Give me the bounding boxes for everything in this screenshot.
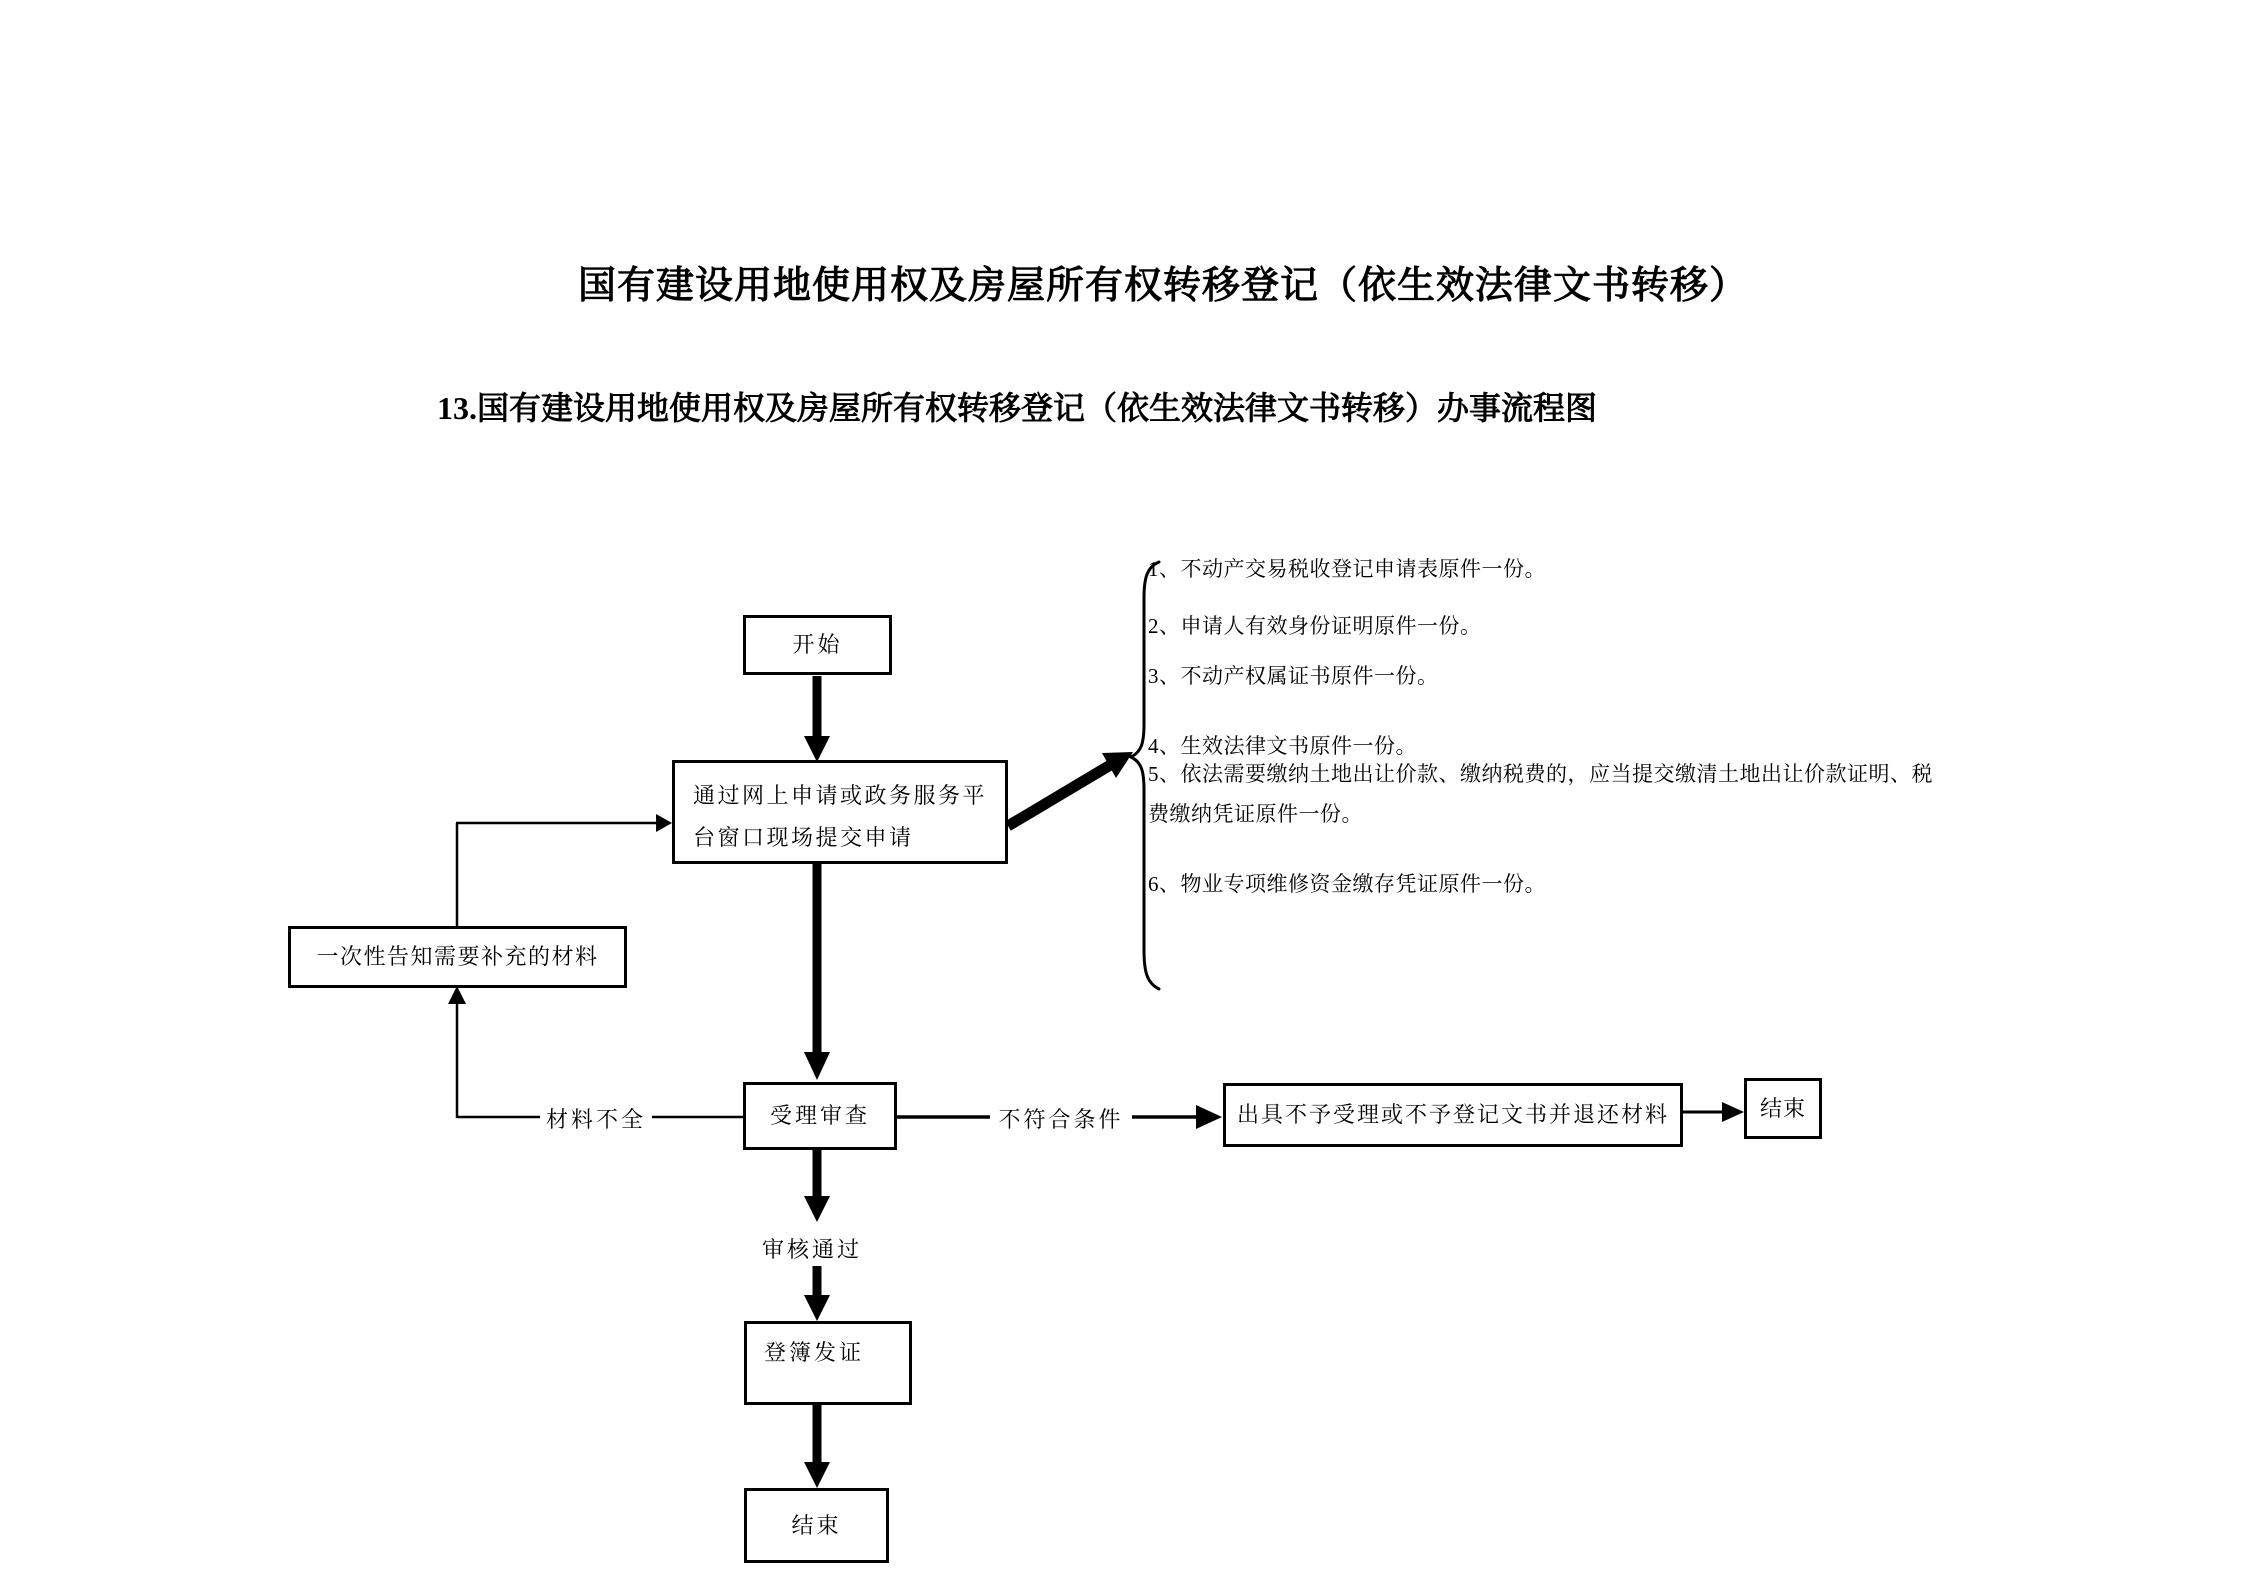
arrow-review-to-notify — [448, 986, 743, 1118]
node-submit-application — [672, 760, 1008, 864]
node-acceptance-review — [743, 1082, 897, 1150]
edge-label-not-qualified: 不符合条件 — [990, 1103, 1132, 1134]
node-end-right — [1744, 1078, 1822, 1139]
arrow-start-to-submit — [804, 676, 830, 762]
node-end-bottom-label: 结束 — [791, 1512, 842, 1538]
node-submit-label: 通过网上申请或政务服务平台窗口现场提交申请 — [693, 783, 988, 850]
node-register-label: 登簿发证 — [764, 1340, 865, 1365]
node-start — [743, 615, 892, 675]
node-end-bottom — [744, 1488, 889, 1563]
material-item-5: 5、依法需要缴纳土地出让价款、缴纳税费的，应当提交缴清土地出让价款证明、税费缴纳凭证原件一份。 — [1148, 762, 1933, 826]
arrow-approved-to-register — [804, 1266, 830, 1321]
edge-label-materials-incomplete: 材料不全 — [540, 1103, 652, 1134]
page-title: 国有建设用地使用权及房屋所有权转移登记（依生效法律文书转移） — [578, 265, 1749, 307]
node-reject-label: 出具不予受理或不予登记文书并退还材料 — [1236, 1102, 1669, 1127]
arrow-reject-to-end — [1683, 1102, 1744, 1122]
material-item-1: 1、不动产交易税收登记申请表原件一份。 — [1148, 557, 1546, 581]
arrow-notify-to-submit — [456, 814, 672, 927]
node-reject-document — [1223, 1083, 1683, 1147]
arrow-submit-to-review — [804, 864, 830, 1080]
page-subtitle: 13.国有建设用地使用权及房屋所有权转移登记（依生效法律文书转移）办事流程图 — [437, 390, 1598, 426]
material-item-4: 4、生效法律文书原件一份。 — [1148, 734, 1417, 758]
arrow-submit-to-materials — [1008, 752, 1133, 826]
arrow-register-to-end — [804, 1405, 830, 1488]
node-review-label: 受理审查 — [769, 1103, 870, 1128]
edge-label-review-passed: 审核通过 — [752, 1233, 872, 1264]
material-item-6: 6、物业专项维修资金缴存凭证原件一份。 — [1148, 872, 1546, 896]
arrow-review-down — [804, 1150, 830, 1222]
node-register-certificate — [744, 1321, 912, 1405]
node-start-label: 开始 — [792, 632, 843, 657]
material-item-3: 3、不动产权属证书原件一份。 — [1148, 664, 1439, 688]
material-item-2: 2、申请人有效身份证明原件一份。 — [1148, 614, 1482, 638]
node-notify-supplement — [288, 926, 627, 988]
node-notify-label: 一次性告知需要补充的材料 — [316, 944, 599, 969]
node-end-right-label: 结束 — [1759, 1095, 1806, 1121]
